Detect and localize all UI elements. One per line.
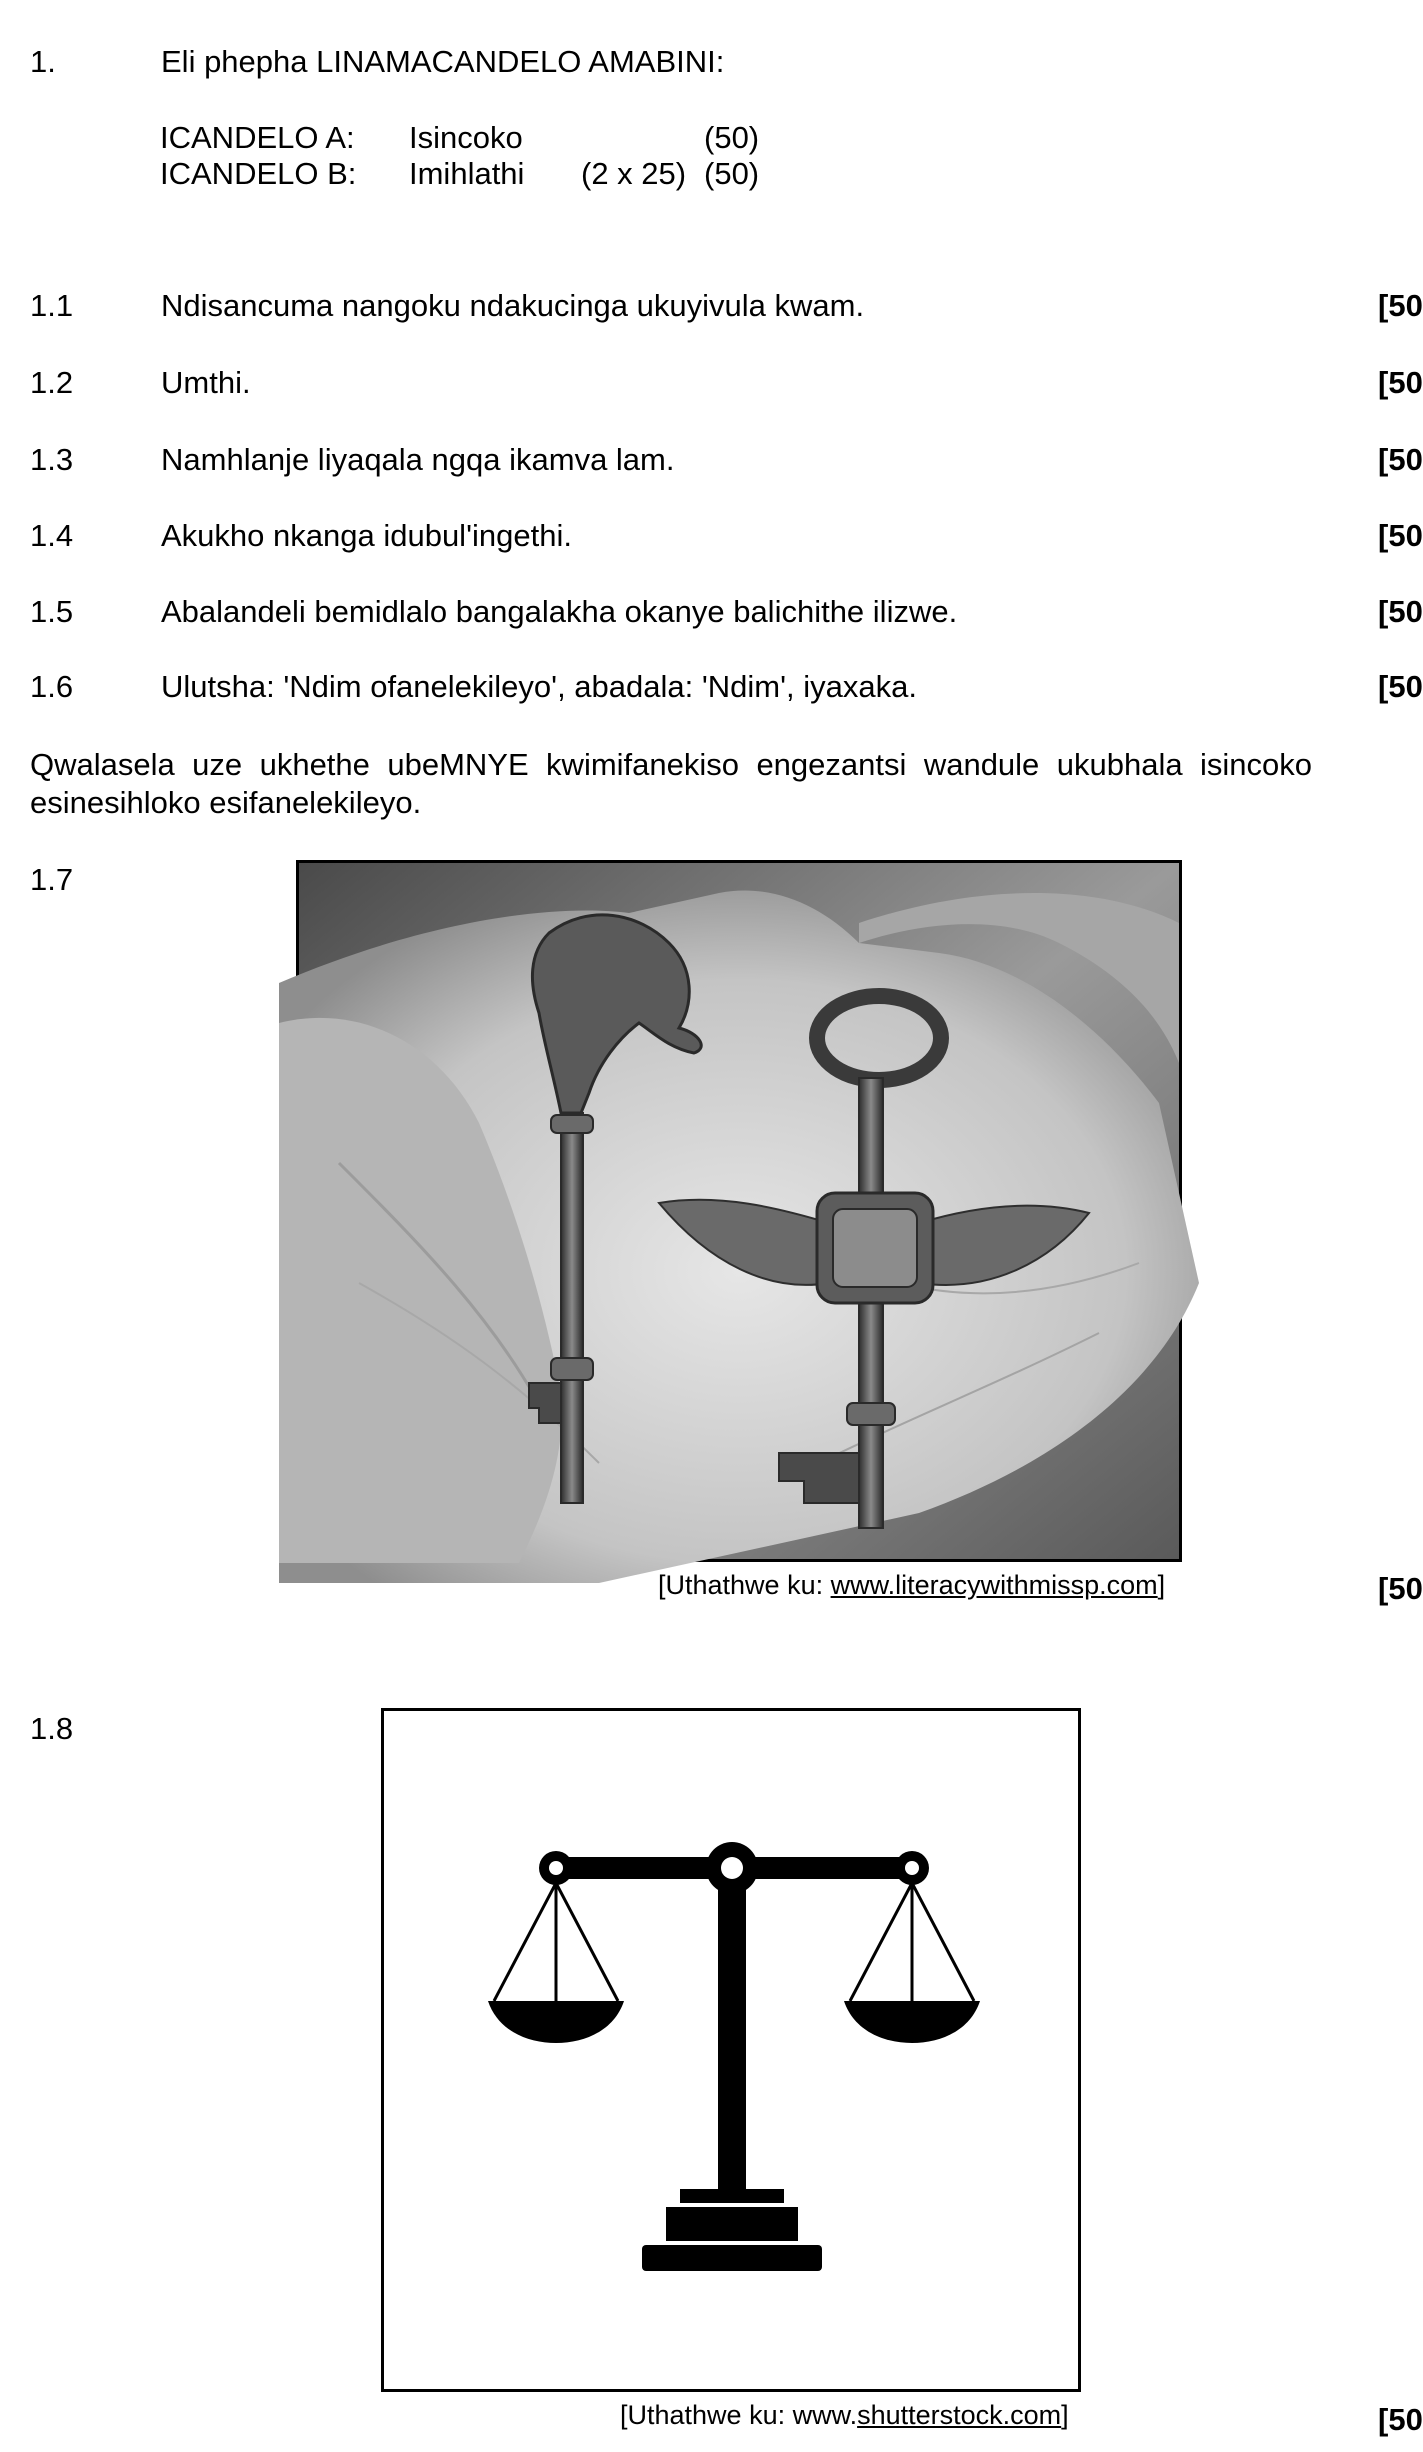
- topic-marks: [50: [1378, 669, 1423, 704]
- section-b-name: Imihlathi: [409, 156, 525, 191]
- question-number: 1.: [30, 44, 56, 79]
- topic-number: 1.7: [30, 862, 74, 897]
- section-b-breakdown: (2 x 25): [581, 156, 687, 191]
- topic-text: Ulutsha: 'Ndim ofanelekileyo', abadala: 'Ndim', iyaxaka.: [161, 669, 917, 704]
- topic-text: Namhlanje liyaqala ngqa ikamva lam.: [161, 442, 675, 477]
- topic-number: 1.8: [30, 1711, 74, 1746]
- topic-text: Ndisancuma nangoku ndakucinga ukuyivula kwam.: [161, 288, 865, 323]
- section-a-label: ICANDELO A:: [160, 120, 355, 155]
- topic-number: 1.5: [30, 594, 74, 629]
- caption-prefix: [Uthathwe ku:: [658, 1570, 831, 1600]
- scales-image-frame: [381, 1708, 1081, 2392]
- topic-text: Abalandeli bemidlalo bangalakha okanye balichithe ilizwe.: [161, 594, 958, 629]
- section-a-name: Isincoko: [409, 120, 523, 155]
- instruction-paragraph: Qwalasela uze ukhethe ubeMNYE kwimifanekiso engezantsi wandule ukubhala isincoko esinesihloko esifanelekileyo.: [30, 747, 1312, 820]
- keys-in-hand-icon: [299, 863, 1179, 1559]
- intro-text: Eli phepha LINAMACANDELO AMABINI:: [161, 44, 725, 79]
- topic-marks: [50: [1378, 288, 1423, 323]
- topic-number: 1.1: [30, 288, 74, 323]
- topic-number: 1.3: [30, 442, 74, 477]
- photo-caption: [658, 1572, 1165, 1599]
- caption-suffix: ]: [1157, 1570, 1166, 1600]
- topic-marks: [50: [1378, 442, 1423, 477]
- section-b-marks: (50): [704, 156, 760, 191]
- caption-link[interactable]: www.literacywithmissp.com: [830, 1570, 1158, 1600]
- scales-caption: [620, 2402, 1069, 2429]
- caption-prefix: [Uthathwe ku: www.: [620, 2400, 858, 2430]
- section-b-label: ICANDELO B:: [160, 156, 357, 191]
- topic-marks: [50: [1378, 2402, 1423, 2437]
- caption-link[interactable]: shutterstock.com: [857, 2400, 1062, 2430]
- scales-of-justice-icon: [384, 1711, 1078, 2389]
- topic-text: Akukho nkanga idubul'ingethi.: [161, 518, 572, 553]
- topic-marks: [50: [1378, 1571, 1423, 1606]
- topic-number: 1.6: [30, 669, 74, 704]
- topic-marks: [50: [1378, 518, 1423, 553]
- caption-suffix: ]: [1061, 2400, 1069, 2430]
- topic-text: Umthi.: [161, 365, 251, 400]
- topic-marks: [50: [1378, 365, 1423, 400]
- keys-in-hand-photo: [296, 860, 1182, 1562]
- topic-number: 1.4: [30, 518, 74, 553]
- topic-marks: [50: [1378, 594, 1423, 629]
- section-a-marks: (50): [704, 120, 760, 155]
- topic-number: 1.2: [30, 365, 74, 400]
